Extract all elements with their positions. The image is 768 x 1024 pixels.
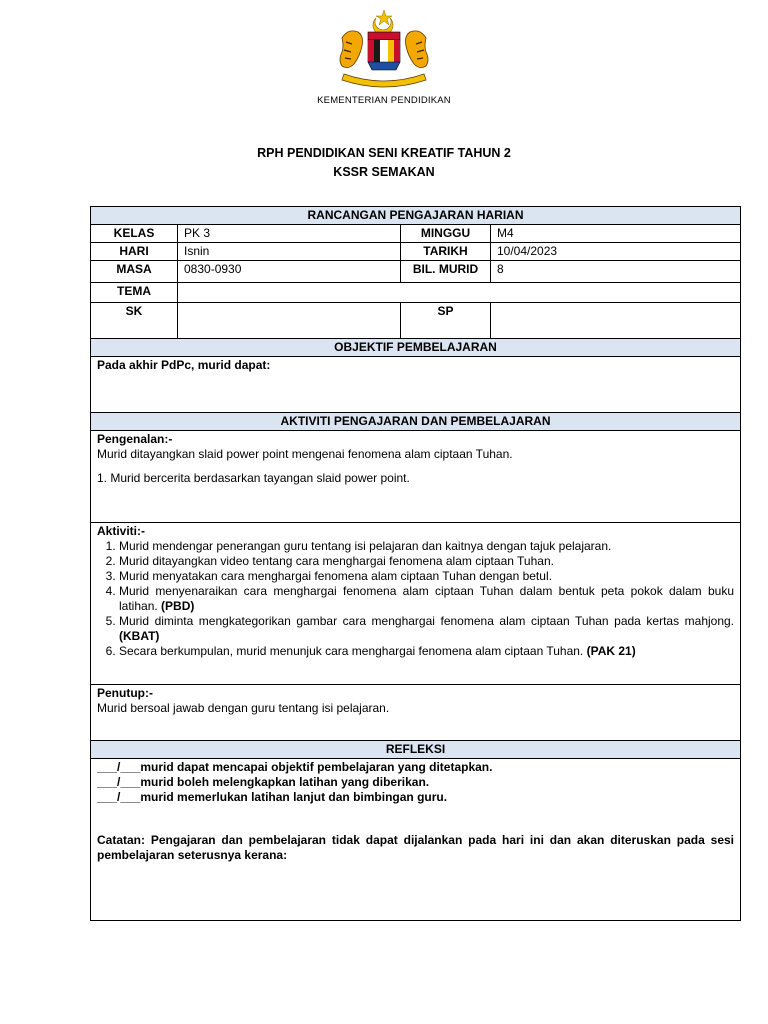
list-item: 5. Murid diminta mengkategorikan gambar cara menghargai fenomena alam ciptaan Tuhan pada kertas mahjong. (KBAT) xyxy=(119,614,734,644)
sk-label: SK xyxy=(91,303,178,339)
bil-murid-value: 8 xyxy=(491,261,741,283)
pengenalan-item: 1. Murid bercerita berdasarkan tayangan slaid power point. xyxy=(97,471,410,485)
hari-label: HARI xyxy=(91,243,178,261)
aktiviti-list xyxy=(97,539,734,659)
aktiviti-header: AKTIVITI PENGAJARAN DAN PEMBELAJARAN xyxy=(91,413,741,431)
coat-of-arms-logo xyxy=(330,8,438,90)
masa-label: MASA xyxy=(91,261,178,283)
tema-label: TEMA xyxy=(91,283,178,303)
document-title: RPH PENDIDIKAN SENI KREATIF TAHUN 2 xyxy=(257,146,511,160)
refleksi-line-1: ___/___murid dapat mencapai objektif pembelajaran yang ditetapkan. xyxy=(97,760,493,774)
aktiviti-label: Aktiviti:- xyxy=(97,524,145,538)
refleksi-section xyxy=(91,759,741,921)
ministry-name: KEMENTERIAN PENDIDIKAN xyxy=(317,95,451,106)
refleksi-line-2: ___/___murid boleh melengkapkan latihan yang diberikan. xyxy=(97,775,430,789)
kelas-value: PK 3 xyxy=(178,225,401,243)
pengenalan-label: Pengenalan:- xyxy=(97,432,173,446)
rph-table xyxy=(90,206,741,921)
tarikh-label: TARIKH xyxy=(401,243,491,261)
sp-label: SP xyxy=(401,303,491,339)
pengenalan-section xyxy=(91,431,741,523)
penutup-text: Murid bersoal jawab dengan guru tentang isi pelajaran. xyxy=(97,701,390,715)
list-item: 1. Murid mendengar penerangan guru tentang isi pelajaran dan kaitnya dengan tajuk pelajaran. xyxy=(119,539,734,554)
list-item: 4. Murid menyenaraikan cara menghargai fenomena alam ciptaan Tuhan dalam bentuk peta pokok dalam buku latihan. (PBD) xyxy=(119,584,734,614)
objektif-header: OBJEKTIF PEMBELAJARAN xyxy=(91,339,741,357)
main-header: RANCANGAN PENGAJARAN HARIAN xyxy=(91,207,741,225)
sp-value xyxy=(491,303,741,339)
penutup-label: Penutup:- xyxy=(97,686,153,700)
sk-value xyxy=(178,303,401,339)
list-item: 6. Secara berkumpulan, murid menunjuk cara menghargai fenomena alam ciptaan Tuhan. (PAK 21) xyxy=(119,644,734,659)
refleksi-line-3: ___/___murid memerlukan latihan lanjut dan bimbingan guru. xyxy=(97,790,448,804)
bil-murid-label: BIL. MURID xyxy=(401,261,491,283)
aktiviti-section xyxy=(91,523,741,685)
list-item: 3. Murid menyatakan cara menghargai fenomena alam ciptaan Tuhan dengan betul. xyxy=(119,569,734,584)
catatan-text: Catatan: Pengajaran dan pembelajaran tidak dapat dijalankan pada hari ini dan akan diteruskan pada sesi pembelajaran seterusnya kerana: xyxy=(97,833,735,862)
document-subtitle: KSSR SEMAKAN xyxy=(333,165,435,179)
pengenalan-text: Murid ditayangkan slaid power point mengenai fenomena alam ciptaan Tuhan. xyxy=(97,447,513,461)
refleksi-header: REFLEKSI xyxy=(91,741,741,759)
list-item: 2. Murid ditayangkan video tentang cara menghargai fenomena alam ciptaan Tuhan. xyxy=(119,554,734,569)
penutup-section xyxy=(91,685,741,741)
masa-value: 0830-0930 xyxy=(178,261,401,283)
tarikh-value: 10/04/2023 xyxy=(491,243,741,261)
tema-value xyxy=(178,283,741,303)
minggu-value: M4 xyxy=(491,225,741,243)
hari-value: Isnin xyxy=(178,243,401,261)
objektif-intro: Pada akhir PdPc, murid dapat: xyxy=(91,357,741,413)
minggu-label: MINGGU xyxy=(401,225,491,243)
kelas-label: KELAS xyxy=(91,225,178,243)
